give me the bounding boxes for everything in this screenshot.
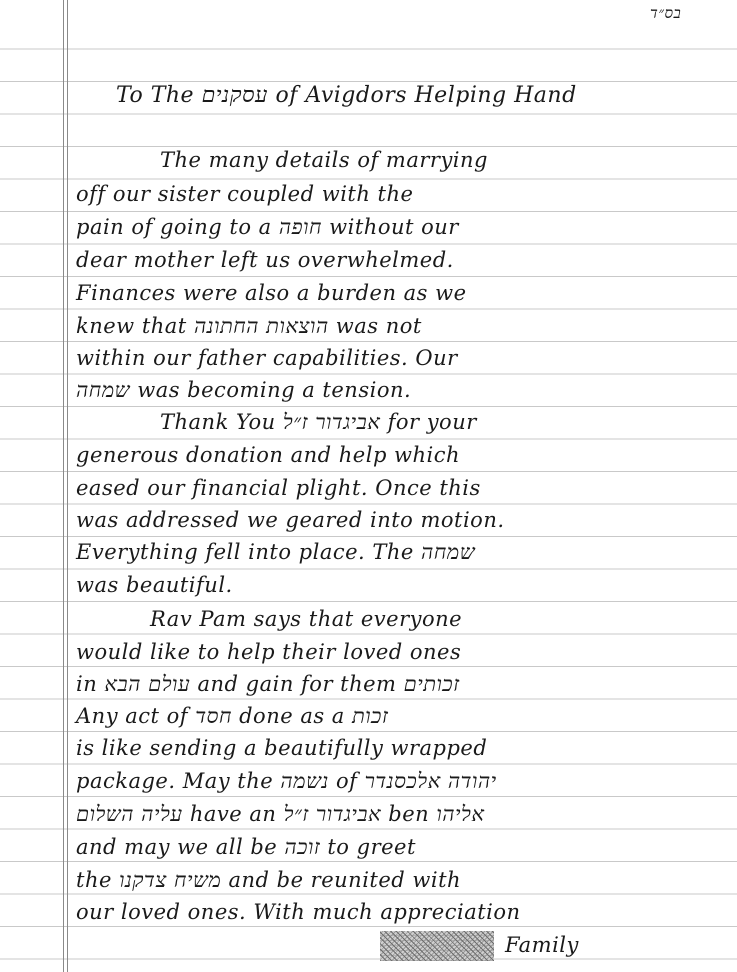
margin-line [63,0,64,972]
letter-line: our loved ones. With much appreciation [76,900,521,924]
letter-line: The many details of marrying [160,148,488,172]
redacted-family-name [380,931,494,961]
letter-line: package. May the נשמה of יהודה אלכסנדר [76,769,497,793]
letter-line: within our father capabilities. Our [76,346,458,370]
letter-line: עליה השלום have an אביגדור ז״ל ben אליהו [76,802,485,826]
letter-line: שמחה was becoming a tension. [76,378,412,402]
letter-line: eased our financial plight. Once this [76,476,481,500]
letter-line: generous donation and help which [76,443,461,467]
letter-line: pain of going to a חופה without our [76,215,459,239]
letter-line: in עולם הבא and gain for them זכותים [76,672,460,696]
letter-line: knew that הוצאות החתונה was not [76,314,422,338]
letter-line: and may we all be זוכה to greet [76,835,416,859]
letter-line: Finances were also a burden as we [76,281,467,305]
letter-line: the משיח צדקנו and be reunited with [76,868,462,892]
letter-line: was addressed we geared into motion. [76,508,505,532]
signature-family: Family [505,933,579,957]
letter-line: would like to help their loved ones [76,640,462,664]
top-mark: בס״ד [650,4,682,22]
margin-line [67,0,68,972]
letter-line: is like sending a beautifully wrapped [76,736,488,760]
letter-line: off our sister coupled with the [76,182,414,206]
letter-line: Rav Pam says that everyone [150,607,463,631]
letter-line: dear mother left us overwhelmed. [76,248,454,272]
letter-heading: To The עסקנים of Avigdors Helping Hand [116,83,577,108]
letter-line: Any act of חסד done as a זכות [76,704,389,728]
letter-line: Thank You אביגדור ז״ל for your [160,410,477,434]
letter-line: was beautiful. [76,573,233,597]
letter-line: Everything fell into place. The שמחה [76,540,476,564]
